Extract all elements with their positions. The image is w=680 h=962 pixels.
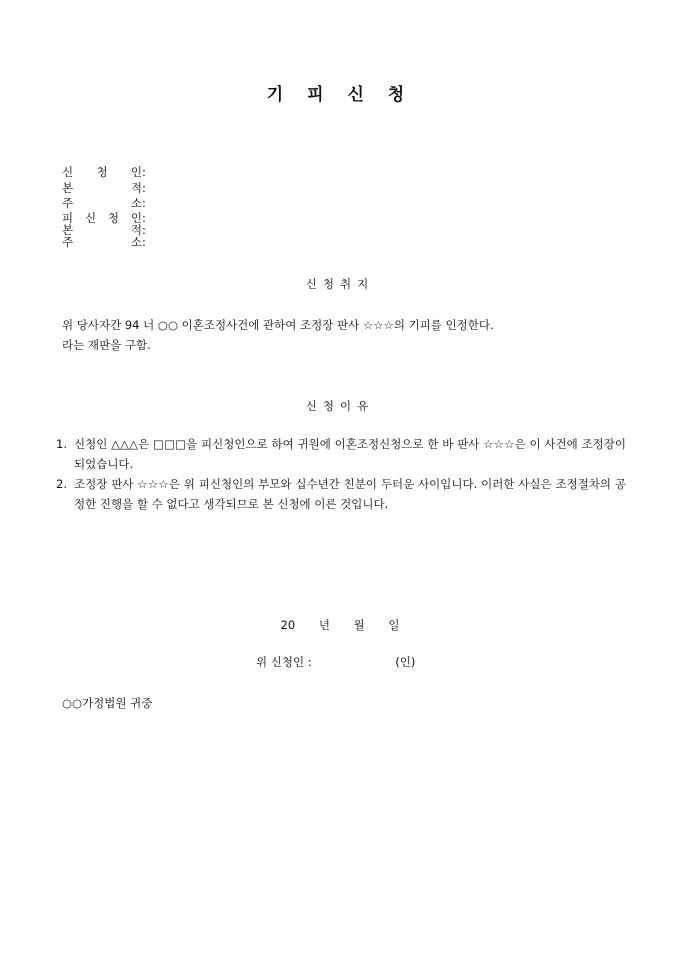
document-title: 기 피 신 청 xyxy=(266,85,414,105)
party-colon: : xyxy=(142,210,146,225)
party-row-respondent-address xyxy=(62,236,146,248)
party-label: 주 소 xyxy=(62,234,142,249)
party-row-applicant xyxy=(62,165,146,181)
party-colon: : xyxy=(142,222,146,237)
purpose-line: 위 당사자간 94 너 ○○ 이혼조정사건에 관하여 조정장 판사 ☆☆☆의 기피를 인정한다. xyxy=(62,318,494,332)
party-row-respondent xyxy=(62,212,146,224)
date-line: 20 년 월 일 xyxy=(280,618,400,632)
party-colon: : xyxy=(142,234,146,249)
party-info-list xyxy=(62,165,146,248)
party-row-address xyxy=(62,196,146,212)
party-label: 신 청 인 xyxy=(62,165,142,179)
reason-heading: 신청이유 xyxy=(305,399,375,413)
party-label: 피 신 청 인 xyxy=(62,210,142,225)
party-colon: : xyxy=(142,180,146,195)
purpose-paragraph xyxy=(62,316,494,355)
reason-item xyxy=(56,474,626,514)
reason-list xyxy=(56,434,626,514)
party-label: 본 적 xyxy=(62,222,142,237)
purpose-line: 라는 재판을 구함. xyxy=(62,337,151,352)
reason-text: 조정장 판사 ☆☆☆은 위 피신청인의 부모와 십수년간 친분이 두터운 사이입니다. 이러한 사실은 조정절차의 공정한 진행을 할 수 없다고 생각되므로 본 신청에 이른 것입니다. xyxy=(74,477,626,511)
reason-item xyxy=(56,434,626,474)
party-row-respondent-domicile xyxy=(62,224,146,236)
party-label: 본 적 xyxy=(62,180,142,195)
court-addressee: ○○가정법원 귀중 xyxy=(62,696,153,710)
party-colon: : xyxy=(142,196,146,210)
signer-line xyxy=(256,654,415,670)
party-colon: : xyxy=(142,165,146,179)
reason-number: 1. xyxy=(56,437,67,451)
reason-text: 신청인 △△△은 □□□을 피신청인으로 하여 귀원에 이혼조정신청으로 한 바 판사 ☆☆☆은 이 사건에 조정장이 되었습니다. xyxy=(74,437,626,471)
party-label: 주 소 xyxy=(62,196,142,210)
purpose-heading: 신청취지 xyxy=(305,277,375,291)
party-row-domicile xyxy=(62,181,146,197)
seal-mark: (인) xyxy=(395,655,416,669)
signer-label: 위 신청인 : xyxy=(256,655,312,669)
reason-number: 2. xyxy=(56,477,67,491)
